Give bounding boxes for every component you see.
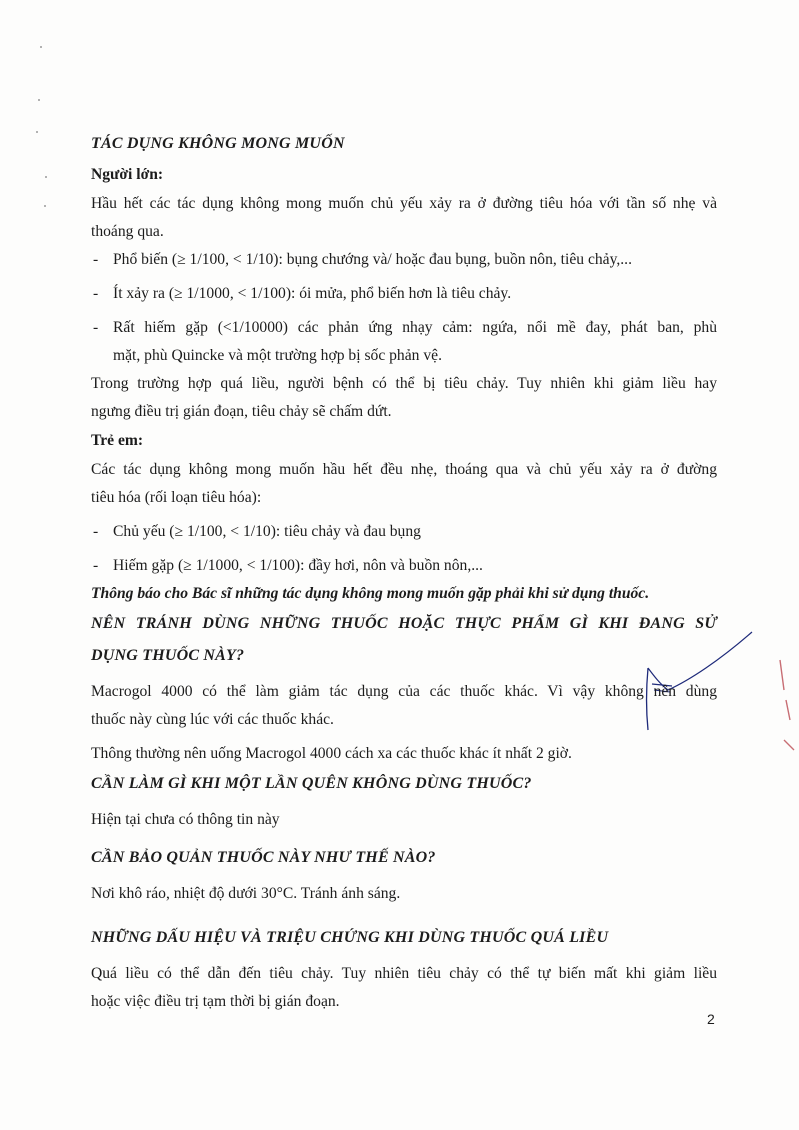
list-item-text: Rất hiếm gặp (<1/10000) các phản ứng nhạy cảm: ngứa, nổi mề đay, phát ban, phù	[113, 319, 717, 336]
list-item-text: Chủ yếu (≥ 1/100, < 1/10): tiêu chảy và đau bụng	[113, 523, 421, 540]
bullet-dash: -	[93, 319, 99, 336]
paragraph-line: Trong trường hợp quá liều, người bệnh có thể bị tiêu chảy. Tuy nhiên khi giảm liều hay	[91, 375, 717, 392]
paragraph-line: Quá liều có thể dẫn đến tiêu chảy. Tuy nhiên tiêu chảy có thể tự biến mất khi giảm liều	[91, 965, 717, 982]
bullet-dash: -	[93, 557, 99, 574]
list-item	[91, 552, 717, 580]
bullet-dash: -	[93, 285, 99, 302]
section-heading-avoid: NÊN TRÁNH DÙNG NHỮNG THUỐC HOẶC THỰC PHẨM GÌ KHI ĐANG SỬ	[91, 615, 717, 632]
paragraph-line: Các tác dụng không mong muốn hầu hết đều nhẹ, thoáng qua và chủ yếu xảy ra ở đường	[91, 461, 717, 478]
list-item-continuation: mặt, phù Quincke và một trường hợp bị sốc phản vệ.	[113, 347, 442, 364]
list-item	[91, 314, 717, 342]
paragraph-line: Hiện tại chưa có thông tin này	[91, 811, 280, 828]
paragraph-line: thoáng qua.	[91, 223, 164, 240]
paragraph-line: hoặc việc điều trị tạm thời bị gián đoạn.	[91, 993, 340, 1010]
paragraph-line: Hầu hết các tác dụng không mong muốn chủ yếu xảy ra ở đường tiêu hóa với tần số nhẹ và	[91, 195, 717, 212]
paragraph-line: Nơi khô ráo, nhiệt độ dưới 30°C. Tránh ánh sáng.	[91, 885, 401, 902]
paragraph-line: ngưng điều trị gián đoạn, tiêu chảy sẽ chấm dứt.	[91, 403, 392, 420]
notice-text: Thông báo cho Bác sĩ những tác dụng không mong muốn gặp phải khi sử dụng thuốc.	[91, 585, 650, 602]
section-heading-storage: CẦN BẢO QUẢN THUỐC NÀY NHƯ THẾ NÀO?	[91, 849, 436, 866]
list-item-text: Phổ biến (≥ 1/100, < 1/10): bụng chướng và/ hoặc đau bụng, buồn nôn, tiêu chảy,...	[113, 251, 632, 268]
list-item-text: Hiếm gặp (≥ 1/1000, < 1/100): đầy hơi, nôn và buồn nôn,...	[113, 557, 483, 574]
list-item	[91, 518, 717, 546]
paragraph-line: Thông thường nên uống Macrogol 4000 cách xa các thuốc khác ít nhất 2 giờ.	[91, 745, 572, 762]
section-heading-overdose: NHỮNG DẤU HIỆU VÀ TRIỆU CHỨNG KHI DÙNG THUỐC QUÁ LIỀU	[91, 929, 609, 946]
paragraph-line: tiêu hóa (rối loạn tiêu hóa):	[91, 489, 262, 506]
page-number: 2	[707, 1011, 715, 1027]
section-heading-adverse-effects: TÁC DỤNG KHÔNG MONG MUỐN	[91, 135, 345, 152]
list-item	[91, 246, 717, 274]
document-body	[91, 128, 717, 1016]
paragraph-line: Macrogol 4000 có thể làm giảm tác dụng của các thuốc khác. Vì vậy không nên dùng	[91, 683, 717, 700]
bullet-dash: -	[93, 523, 99, 540]
list-item-text: Ít xảy ra (≥ 1/1000, < 1/100): ói mửa, phổ biến hơn là tiêu chảy.	[113, 285, 512, 302]
paragraph-line: thuốc này cùng lúc với các thuốc khác.	[91, 711, 334, 728]
subheading-adults: Người lớn:	[91, 166, 164, 183]
subheading-children: Trẻ em:	[91, 432, 144, 449]
bullet-dash: -	[93, 251, 99, 268]
section-heading-missed-dose: CẦN LÀM GÌ KHI MỘT LẦN QUÊN KHÔNG DÙNG THUỐC?	[91, 775, 532, 792]
list-item	[91, 280, 717, 308]
section-heading-avoid-cont: DỤNG THUỐC NÀY?	[91, 647, 245, 664]
